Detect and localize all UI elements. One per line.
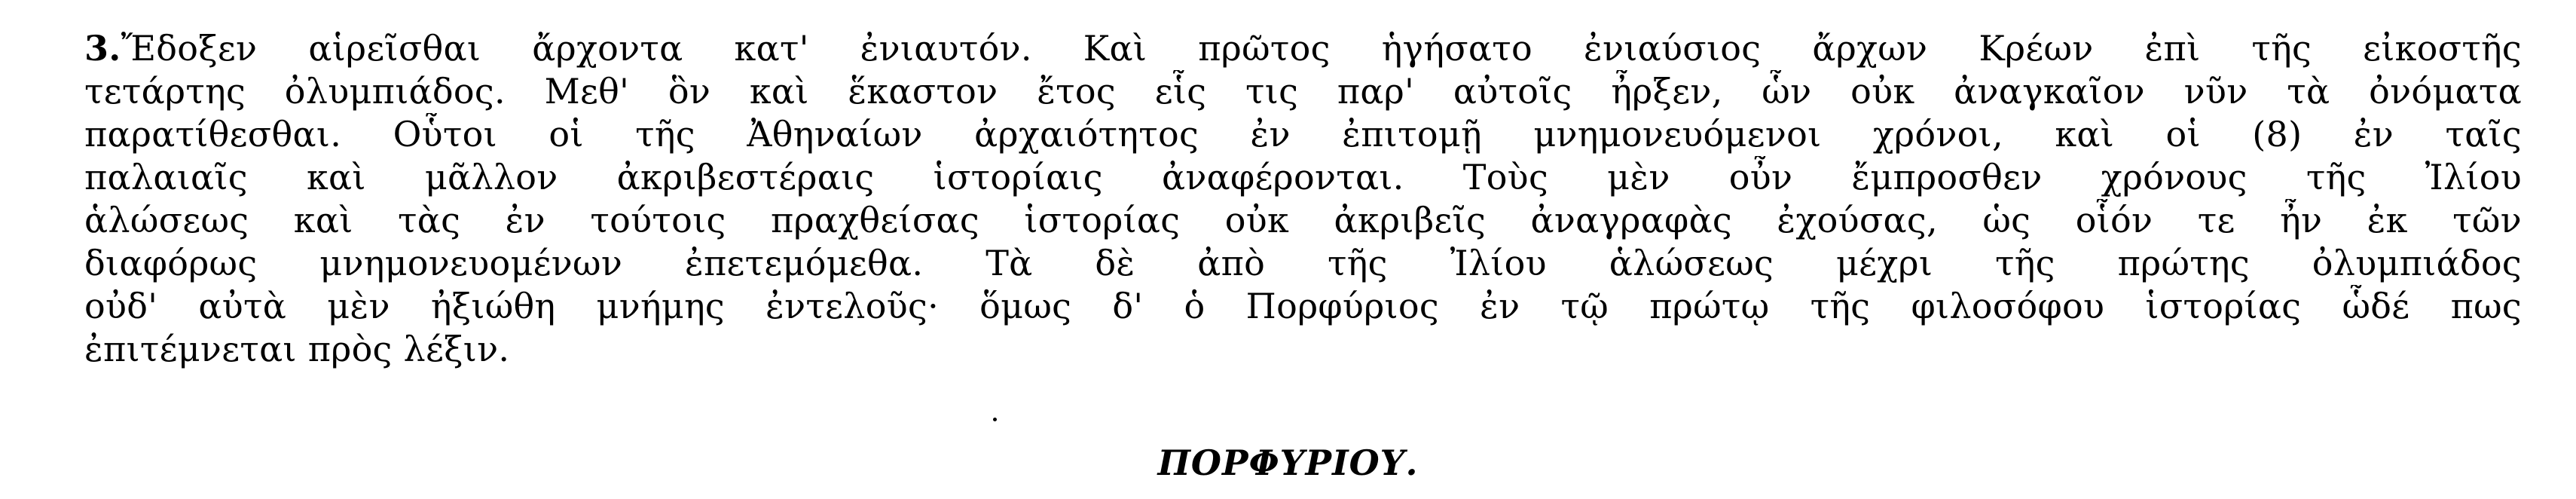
passage-line-text: Ἔδοξεν αἱρεῖσθαι ἄρχοντα κατ' ἐνιαυτόν. Καὶ πρῶτος ἡγήσατο ἐνιαύσιος ἄρχων Κρέων ἐπὶ τῆς εἰκοστῆς (121, 28, 2522, 69)
section-heading: ΠΟΡΦΥΡΙΟΥ. (1157, 442, 1419, 483)
passage-line (84, 27, 2522, 70)
passage-line: τετάρτης ὀλυμπιάδος. Μεθ' ὃν καὶ ἕκαστον ἔτος εἷς τις παρ' αὐτοῖς ἦρξεν, ὧν οὐκ ἀναγκαῖον νῦν τὰ ὀνόματα (84, 71, 2522, 112)
passage-line: ἁλώσεως καὶ τὰς ἐν τούτοις πραχθείσας ἱστορίας οὐκ ἀκριβεῖς ἀναγραφὰς ἐχούσας, ὡς οἷόν τε ἦν ἐκ τῶν (84, 200, 2522, 240)
passage-line: διαφόρως μνημονευομένων ἐπετεμόμεθα. Τὰ δὲ ἀπὸ τῆς Ἰλίου ἁλώσεως μέχρι τῆς πρώτης ὀλυμπιάδος (84, 243, 2522, 283)
passage-line: οὐδ' αὐτὰ μὲν ἠξιώθη μνήμης ἐντελοῦς· ὅμως δ' ὁ Πορφύριος ἐν τῷ πρώτῳ τῆς φιλοσόφου ἱστορίας ὧδέ πως (84, 286, 2522, 326)
passage-line: ἐπιτέμνεται πρὸς λέξιν. (84, 329, 510, 369)
passage-line: παλαιαῖς καὶ μᾶλλον ἀκριβεστέραις ἱστορίαις ἀναφέρονται. Τοὺς μὲν οὖν ἔμπροσθεν χρόνους τῆς Ἰλίου (84, 157, 2522, 197)
ink-speck (993, 418, 997, 421)
greek-passage (84, 27, 2522, 371)
passage-line: παρατίθεσθαι. Οὗτοι οἱ τῆς Ἀθηναίων ἀρχαιότητος ἐν ἐπιτομῇ μνημονευόμενοι χρόνοι, καὶ οἱ (8) ἐν ταῖς (84, 114, 2522, 155)
section-number: 3. (84, 28, 121, 69)
